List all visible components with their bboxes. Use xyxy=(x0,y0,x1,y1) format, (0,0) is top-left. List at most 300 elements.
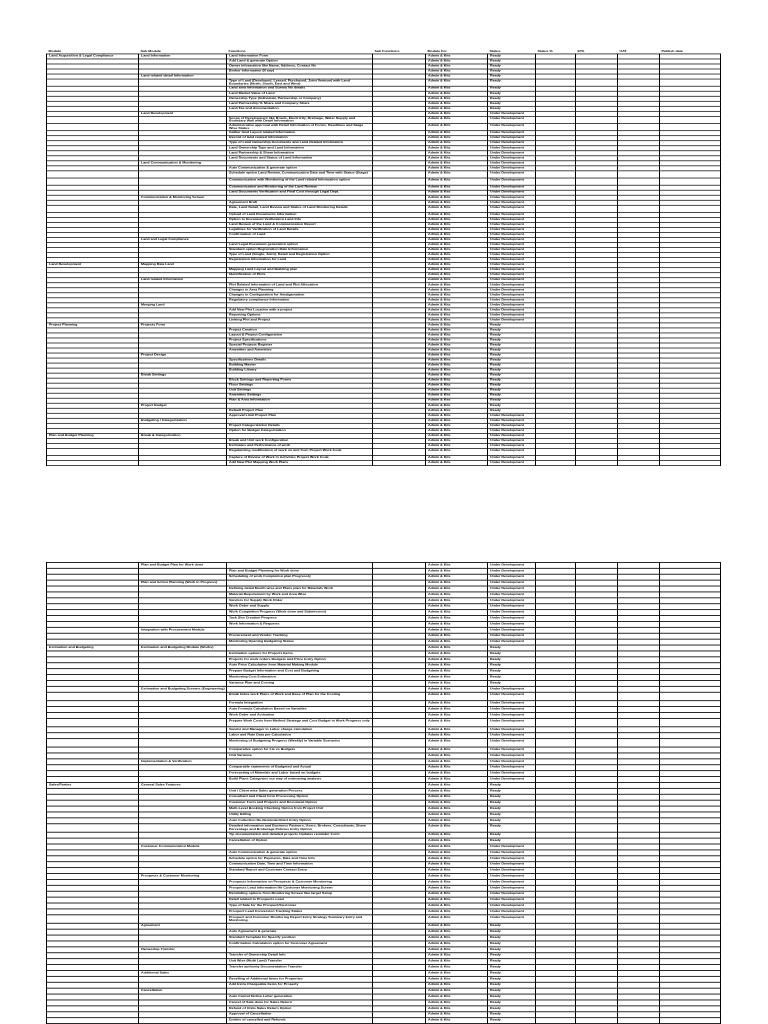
cell-functions: Comparable statements of Budgeted and Actual xyxy=(227,765,373,771)
cell-publish-date xyxy=(660,124,721,131)
cell-module-for: Admin & Kits xyxy=(426,850,488,856)
cell-status: Under Development xyxy=(488,574,536,580)
cell-module-for: Admin & Kits xyxy=(426,675,488,681)
cell-module-for: Admin & Kits xyxy=(426,318,488,323)
cell-module-for: Admin & Kits xyxy=(426,443,488,448)
cell-module-for: Admin & Kits xyxy=(426,278,488,283)
cell-module-for: Admin & Kits xyxy=(426,418,488,423)
cell-status: Under Development xyxy=(488,418,536,423)
cell-module-for: Admin & Kits xyxy=(426,233,488,238)
cell-status: Under Development xyxy=(488,233,536,238)
cell-module-for: Admin & Kits xyxy=(426,393,488,398)
cell-status: Ready xyxy=(488,64,536,69)
cell-functions: Scope of Development like Roads, Electricity, Drainage, Water Supply and Boundary Wall with Detail Information xyxy=(227,116,373,123)
cell-publish-date xyxy=(660,692,721,700)
cell-publish-date xyxy=(660,448,721,455)
cell-functions: Amenities Settings xyxy=(227,393,373,398)
cell-functions: Registration Information for Land xyxy=(227,258,373,263)
cell-status: Ready xyxy=(488,806,536,812)
cell-functions: Option to Document Verification Land Info xyxy=(227,217,373,222)
cell-functions: Regulatory compliance Information xyxy=(227,298,373,303)
cell-functions: Tip documentation and detailed projects Updates reminder Form xyxy=(227,832,373,838)
cell-functions: Auto Collection Re-Reminder/Alert Entry Option xyxy=(227,818,373,824)
cell-status: Ready xyxy=(488,782,536,788)
cell-module: Land Development xyxy=(47,263,139,268)
cell-module-for: Admin & Kits xyxy=(426,862,488,868)
cell-sub-functions xyxy=(373,824,426,832)
cell-sub-module: Plan and Budget Plan for Work done xyxy=(139,562,227,568)
cell-functions: Entries of cancelled and Refunds xyxy=(227,1018,373,1024)
cell-functions: Land area information and Survey No details xyxy=(227,86,373,91)
cell-functions: Scheduling of work Completion plan Progressly xyxy=(227,574,373,580)
cell-module-for: Admin & Kits xyxy=(426,806,488,812)
cell-publish-date xyxy=(660,915,721,923)
cell-status: Under Development xyxy=(488,248,536,253)
cell-status: Under Development xyxy=(488,686,536,692)
cell-module-for: Admin & Kits xyxy=(426,131,488,136)
cell-module-for: Admin & Kits xyxy=(426,747,488,753)
cell-status: Ready xyxy=(488,953,536,959)
cell-module-for: Admin & Kits xyxy=(426,298,488,303)
cell-module-for: Admin & Kits xyxy=(426,96,488,101)
table-row xyxy=(47,692,721,700)
cell-status: Under Development xyxy=(488,727,536,733)
cell-status: Ready xyxy=(488,79,536,86)
cell-module-for: Admin & Kits xyxy=(426,212,488,217)
cell-module-for: Admin & Kits xyxy=(426,639,488,645)
cell-module-for: Admin & Kits xyxy=(426,947,488,953)
requirements-table-page-1 xyxy=(46,50,721,466)
cell-functions: Customer Form and Projects and Document Option xyxy=(227,800,373,806)
header-module-for: Module For xyxy=(427,50,447,53)
cell-module xyxy=(47,461,139,466)
cell-functions: Monitoring Cost Estimation xyxy=(227,675,373,681)
cell-status-percent xyxy=(536,824,576,832)
cell-module-for: Admin & Kits xyxy=(426,727,488,733)
cell-sub-module: Land related detail Information xyxy=(139,74,227,79)
cell-functions: Work Information & Requests xyxy=(227,621,373,627)
table-row xyxy=(47,79,721,86)
cell-status: Under Development xyxy=(488,243,536,248)
cell-eta xyxy=(576,171,618,178)
cell-functions: Communication with Monitoring of the Land related Information option xyxy=(227,178,373,185)
cell-sub-module: Project Design xyxy=(139,353,227,358)
cell-functions: Record of land related Information xyxy=(227,136,373,141)
cell-sub-functions xyxy=(373,116,426,123)
table-row xyxy=(47,178,721,185)
cell-status: Under Development xyxy=(488,288,536,293)
cell-module-for: Admin & Kits xyxy=(426,190,488,195)
cell-module-for: Admin & Kits xyxy=(426,398,488,403)
cell-functions: Land Review of the Land & Communication Report xyxy=(227,222,373,227)
cell-functions: Approval Limit Project Plan xyxy=(227,413,373,418)
cell-module-for: Admin & Kits xyxy=(426,86,488,91)
cell-functions: Auto Cancel Notice Letter generation xyxy=(227,994,373,1000)
cell-status: Under Development xyxy=(488,712,536,718)
cell-status-percent xyxy=(536,79,576,86)
cell-status: Ready xyxy=(488,1012,536,1018)
cell-module-for: Admin & Kits xyxy=(426,838,488,844)
cell-sub-module: General Sales Features xyxy=(139,782,227,788)
cell-status: Under Development xyxy=(488,448,536,455)
cell-functions: Cancel of Sale done for Sales Return xyxy=(227,1000,373,1006)
cell-status: Ready xyxy=(488,96,536,101)
cell-module-for: Admin & Kits xyxy=(426,373,488,378)
cell-module-for: Admin & Kits xyxy=(426,759,488,765)
cell-status: Under Development xyxy=(488,844,536,850)
cell-sub-module xyxy=(139,824,227,832)
cell-sub-functions xyxy=(373,461,426,466)
cell-status: Under Development xyxy=(488,141,536,146)
cell-eta xyxy=(576,824,618,832)
cell-uat xyxy=(618,178,660,185)
cell-sub-module xyxy=(139,692,227,700)
cell-status: Under Development xyxy=(488,903,536,909)
cell-functions: Project Categorization Details xyxy=(227,423,373,428)
cell-functions: Transfer authority Documentation Transfer xyxy=(227,965,373,971)
cell-module-for: Admin & Kits xyxy=(426,178,488,185)
cell-eta xyxy=(576,124,618,131)
cell-functions: Land Documents Verification and Final Cost through Legal Dept. xyxy=(227,190,373,195)
cell-status: Under Development xyxy=(488,212,536,217)
cell-status: Ready xyxy=(488,353,536,358)
cell-functions: Confirmation of Land xyxy=(227,233,373,238)
cell-uat xyxy=(618,79,660,86)
cell-module-for: Admin & Kits xyxy=(426,701,488,707)
cell-status: Under Development xyxy=(488,161,536,166)
cell-module-for: Admin & Kits xyxy=(426,733,488,739)
cell-status: Under Development xyxy=(488,258,536,263)
header-sub-functions: Sub Functions xyxy=(374,50,400,53)
cell-sub-module xyxy=(139,1018,227,1024)
cell-publish-date xyxy=(660,718,721,726)
cell-status-percent xyxy=(536,1018,576,1024)
cell-publish-date xyxy=(660,171,721,178)
cell-module-for: Admin & Kits xyxy=(426,74,488,79)
cell-module-for: Admin & Kits xyxy=(426,739,488,747)
cell-status: Ready xyxy=(488,947,536,953)
cell-status: Ready xyxy=(488,403,536,408)
cell-module-for: Admin & Kits xyxy=(426,988,488,994)
cell-status: Under Development xyxy=(488,200,536,205)
cell-sub-module: Land Development xyxy=(139,111,227,116)
cell-module xyxy=(47,915,139,923)
cell-sub-module: Communication & Monitoring Screen xyxy=(139,195,227,200)
cell-module-for: Admin & Kits xyxy=(426,788,488,794)
cell-status-percent xyxy=(536,692,576,700)
cell-functions: Vendor and Manager to Labor charge calculation xyxy=(227,727,373,733)
cell-module-for: Admin & Kits xyxy=(426,69,488,74)
table-row xyxy=(47,171,721,178)
cell-status-percent xyxy=(536,718,576,726)
cell-sub-module xyxy=(139,124,227,131)
cell-status: Under Development xyxy=(488,633,536,639)
cell-module-for: Admin & Kits xyxy=(426,616,488,622)
cell-functions: Prospects Information on Prospects & Customer Monitoring xyxy=(227,879,373,885)
cell-status: Under Development xyxy=(488,707,536,713)
cell-module-for: Admin & Kits xyxy=(426,621,488,627)
cell-sub-module: Plan and Action Planning (Work in Progress) xyxy=(139,580,227,586)
cell-sub-module: Integration with Procurement Module xyxy=(139,627,227,633)
cell-module xyxy=(47,205,139,212)
cell-module xyxy=(47,718,139,726)
cell-publish-date xyxy=(660,824,721,832)
cell-functions: Schedule option Land Review, Communication Date and Time with Status (Stage) xyxy=(227,171,373,178)
cell-sub-functions xyxy=(373,79,426,86)
table-row xyxy=(47,824,721,832)
cell-publish-date xyxy=(660,116,721,123)
cell-status: Ready xyxy=(488,1018,536,1024)
cell-functions: Task Slot Creation Progress xyxy=(227,616,373,622)
cell-functions: Regularizing modification of work on and from Project Work Code xyxy=(227,448,373,455)
cell-status: Ready xyxy=(488,923,536,929)
cell-module-for: Admin & Kits xyxy=(426,238,488,243)
cell-functions: Plan and Budget Planning for Work done xyxy=(227,568,373,574)
cell-module-for: Admin & Kits xyxy=(426,388,488,393)
cell-status: Ready xyxy=(488,959,536,965)
cell-eta xyxy=(576,461,618,466)
table-row xyxy=(47,739,721,747)
cell-status: Ready xyxy=(488,818,536,824)
cell-module-for: Admin & Kits xyxy=(426,651,488,657)
cell-functions: Vendors for Supply Work Order xyxy=(227,598,373,604)
table-row xyxy=(47,124,721,131)
cell-status: Under Development xyxy=(488,739,536,747)
cell-module: Plan and Budget Planning xyxy=(47,433,139,438)
cell-functions: Estimation options for Projects Items xyxy=(227,651,373,657)
cell-status: Ready xyxy=(488,398,536,403)
cell-functions: Break and Unit work Configuration xyxy=(227,438,373,443)
cell-module-for: Admin & Kits xyxy=(426,353,488,358)
cell-module xyxy=(47,1018,139,1024)
header-module: Module xyxy=(48,50,62,53)
cell-module-for: Admin & Kits xyxy=(426,308,488,313)
cell-status: Under Development xyxy=(488,897,536,903)
cell-module-for: Admin & Kits xyxy=(426,707,488,713)
cell-status: Under Development xyxy=(488,217,536,222)
cell-module-for: Admin & Kits xyxy=(426,782,488,788)
cell-functions: Changes in Configuration for Amalgamation xyxy=(227,293,373,298)
cell-module xyxy=(47,124,139,131)
cell-functions: Estimates and Performance of work xyxy=(227,443,373,448)
cell-uat xyxy=(618,739,660,747)
cell-status-percent xyxy=(536,124,576,131)
cell-status: Under Development xyxy=(488,136,536,141)
cell-status: Ready xyxy=(488,343,536,348)
cell-module-for: Admin & Kits xyxy=(426,363,488,368)
cell-uat xyxy=(618,461,660,466)
table-row xyxy=(47,116,721,123)
cell-status: Under Development xyxy=(488,592,536,598)
cell-status: Under Development xyxy=(488,753,536,759)
cell-status: Under Development xyxy=(488,278,536,283)
cell-sub-module: Additional Sales xyxy=(139,970,227,976)
cell-module-for: Admin & Kits xyxy=(426,959,488,965)
cell-module-for: Admin & Kits xyxy=(426,200,488,205)
cell-module-for: Admin & Kits xyxy=(426,59,488,64)
cell-status: Under Development xyxy=(488,621,536,627)
cell-module-for: Admin & Kits xyxy=(426,288,488,293)
cell-status: Ready xyxy=(488,794,536,800)
cell-status: Under Development xyxy=(488,627,536,633)
cell-status: Under Development xyxy=(488,639,536,645)
cell-module-for: Admin & Kits xyxy=(426,156,488,161)
cell-module-for: Admin & Kits xyxy=(426,1012,488,1018)
cell-module-for: Admin & Kits xyxy=(426,273,488,278)
cell-functions: Reporting Options xyxy=(227,313,373,318)
cell-module-for: Admin & Kits xyxy=(426,438,488,443)
cell-status: Ready xyxy=(488,74,536,79)
header-sub-module: Sub Module xyxy=(140,50,161,53)
cell-status: Ready xyxy=(488,86,536,91)
requirements-table-page-2 xyxy=(46,562,721,1024)
table-row xyxy=(47,448,721,455)
cell-status: Under Development xyxy=(488,228,536,233)
cell-module-for: Admin & Kits xyxy=(426,915,488,923)
cell-module-for: Admin & Kits xyxy=(426,771,488,777)
cell-functions: Plan & Area Information xyxy=(227,398,373,403)
cell-status: Under Development xyxy=(488,222,536,227)
cell-sub-module xyxy=(139,448,227,455)
cell-module-for: Admin & Kits xyxy=(426,976,488,982)
cell-sub-module: Customer Communication Module xyxy=(139,844,227,850)
table-body-page-1 xyxy=(47,54,721,466)
cell-functions: Land Legal Document generation option xyxy=(227,243,373,248)
cell-module-for: Admin & Kits xyxy=(426,663,488,669)
cell-module-for: Admin & Kits xyxy=(426,328,488,333)
cell-status-percent xyxy=(536,739,576,747)
cell-module-for: Admin & Kits xyxy=(426,818,488,824)
cell-functions: Type of Land (Developed, Leased, Purchased, Joint Venture) with Land Boundaries (North, South, East and West) xyxy=(227,79,373,86)
cell-functions: Option for Budget Categorization xyxy=(227,428,373,433)
cell-sub-module: Estimation and Budgeting Module (Works) xyxy=(139,645,227,651)
cell-status: Under Development xyxy=(488,124,536,131)
cell-status: Under Development xyxy=(488,253,536,258)
cell-status: Ready xyxy=(488,408,536,413)
cell-status: Ready xyxy=(488,323,536,328)
cell-status-percent xyxy=(536,448,576,455)
cell-publish-date xyxy=(660,461,721,466)
cell-uat xyxy=(618,718,660,726)
cell-module-for: Admin & Kits xyxy=(426,868,488,874)
cell-status: Under Development xyxy=(488,146,536,151)
cell-status: Ready xyxy=(488,941,536,947)
cell-status: Under Development xyxy=(488,874,536,880)
cell-status: Under Development xyxy=(488,771,536,777)
cell-status: Under Development xyxy=(488,765,536,771)
table-row xyxy=(47,205,721,212)
cell-module-for: Admin & Kits xyxy=(426,124,488,131)
cell-module: Land Acquisition & Legal Compliance xyxy=(47,54,139,59)
cell-status: Under Development xyxy=(488,456,536,461)
cell-module-for: Admin & Kits xyxy=(426,433,488,438)
cell-functions: Changes in Area Planning xyxy=(227,288,373,293)
cell-module-for: Admin & Kits xyxy=(426,1006,488,1012)
cell-status: Under Development xyxy=(488,580,536,586)
cell-module-for: Admin & Kits xyxy=(426,343,488,348)
cell-module-for: Admin & Kits xyxy=(426,598,488,604)
cell-module-for: Admin & Kits xyxy=(426,461,488,466)
cell-status: Under Development xyxy=(488,692,536,700)
cell-module-for: Admin & Kits xyxy=(426,897,488,903)
cell-module-for: Admin & Kits xyxy=(426,794,488,800)
cell-status: Under Development xyxy=(488,298,536,303)
cell-functions: Land Partnership % Share and Company Share xyxy=(227,101,373,106)
cell-status: Ready xyxy=(488,333,536,338)
cell-module-for: Admin & Kits xyxy=(426,217,488,222)
cell-functions: Land Ownership Type and Land Information xyxy=(227,146,373,151)
cell-status: Under Development xyxy=(488,293,536,298)
cell-functions: Upload of Land Documents Information xyxy=(227,212,373,217)
header-publish-date: Publish date xyxy=(661,50,683,53)
cell-functions: Formula Integration xyxy=(227,701,373,707)
cell-sub-module xyxy=(139,79,227,86)
cell-functions: Build Plans Categories our way of estimating analysis xyxy=(227,777,373,783)
cell-module-for: Admin & Kits xyxy=(426,268,488,273)
cell-sub-functions xyxy=(373,171,426,178)
cell-sub-module xyxy=(139,915,227,923)
cell-status: Under Development xyxy=(488,116,536,123)
cell-sub-module xyxy=(139,739,227,747)
table-row xyxy=(47,461,721,466)
cell-status: Under Development xyxy=(488,131,536,136)
cell-status: Under Development xyxy=(488,318,536,323)
cell-status: Ready xyxy=(488,976,536,982)
cell-eta xyxy=(576,205,618,212)
cell-status: Under Development xyxy=(488,428,536,433)
cell-module-for: Admin & Kits xyxy=(426,54,488,59)
cell-status: Under Development xyxy=(488,568,536,574)
cell-module-for: Admin & Kits xyxy=(426,994,488,1000)
cell-functions: Building Master xyxy=(227,363,373,368)
cell-functions: Labor and Rate Data per Calculation xyxy=(227,733,373,739)
cell-functions: Gather land Layout related Information xyxy=(227,131,373,136)
cell-module-for: Admin & Kits xyxy=(426,293,488,298)
cell-module-for: Admin & Kits xyxy=(426,669,488,675)
cell-module-for: Admin & Kits xyxy=(426,64,488,69)
cell-status: Ready xyxy=(488,800,536,806)
cell-functions: Approval of Cancellation xyxy=(227,1012,373,1018)
table-row xyxy=(47,915,721,923)
cell-functions: Standard option Registration Date Information xyxy=(227,248,373,253)
cell-status: Under Development xyxy=(488,759,536,765)
cell-module-for: Admin & Kits xyxy=(426,456,488,461)
cell-sub-functions xyxy=(373,692,426,700)
cell-functions: Standard Template for Specify position xyxy=(227,935,373,941)
cell-module-for: Admin & Kits xyxy=(426,982,488,988)
cell-uat xyxy=(618,124,660,131)
cell-functions: Reminding options from Monitoring Screen like target Setup xyxy=(227,891,373,897)
cell-functions: Auto Communication & generate option xyxy=(227,166,373,171)
cell-functions: Prepare Budget Information and Cost and Budgeting xyxy=(227,669,373,675)
cell-status: Ready xyxy=(488,106,536,111)
cell-sub-module: Cancellation xyxy=(139,988,227,994)
cell-functions: Prospect and Customer Monitoring Report Entry Strategy Summary Entry and Monitoring. xyxy=(227,915,373,923)
cell-functions: Amenities and Amenities xyxy=(227,348,373,353)
cell-functions: Auto Agreement & generate xyxy=(227,929,373,935)
cell-status: Under Development xyxy=(488,915,536,923)
cell-functions: Work Completion Progress (Work done and Submission) xyxy=(227,610,373,616)
cell-functions: Auto Price Calculation from Material Making Module xyxy=(227,663,373,669)
cell-module-for: Admin & Kits xyxy=(426,627,488,633)
cell-module-for: Admin & Kits xyxy=(426,891,488,897)
cell-sub-module: Ownership Transfer xyxy=(139,947,227,953)
cell-module xyxy=(47,178,139,185)
header-eta: ETA xyxy=(577,50,585,53)
cell-status: Under Development xyxy=(488,151,536,156)
cell-module-for: Admin & Kits xyxy=(426,101,488,106)
cell-module xyxy=(47,448,139,455)
